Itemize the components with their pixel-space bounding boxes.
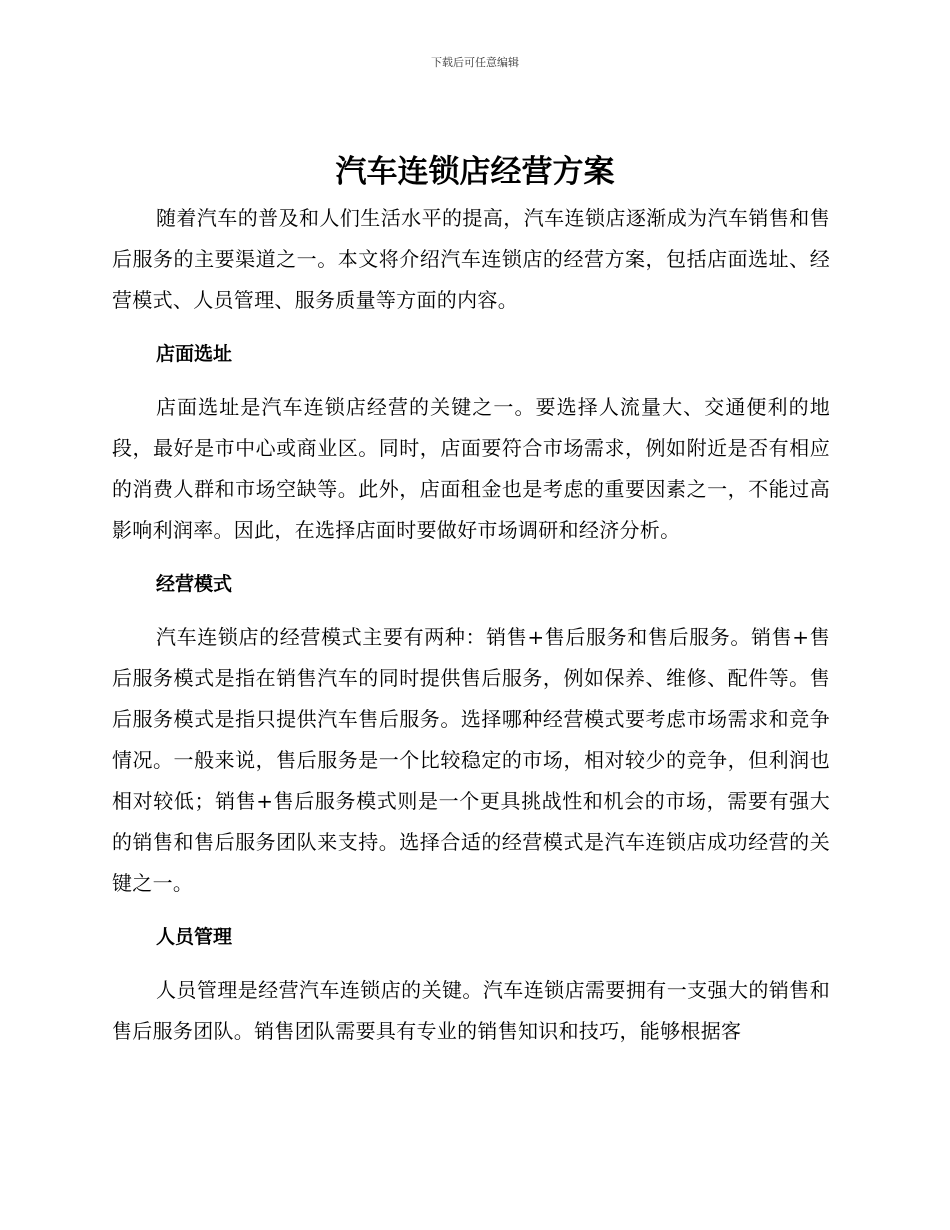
section-heading-location: 店面选址	[156, 343, 233, 365]
header-note: 下载后可任意编辑	[431, 56, 519, 69]
section-body-location: 店面选址是汽车连锁店经营的关键之一。要选择人流量大、交通便利的地段，最好是市中心或商业区。同时，店面要符合市场需求，例如附近是否有相应的消费人群和市场空缺等。此外，店面租金也是考虑的重要因素之一，不能过高影响利润率。因此，在选择店面时要做好市场调研和经济分析。	[112, 395, 830, 542]
section-heading-business-model: 经营模式	[156, 573, 233, 595]
section-body-business-model: 汽车连锁店的经营模式主要有两种：销售+售后服务和售后服务。销售+售后服务模式是指在销售汽车的同时提供售后服务，例如保养、维修、配件等。售后服务模式是指只提供汽车售后服务。选择哪种经营模式要考虑市场需求和竞争情况。一般来说，售后服务是一个比较稳定的市场，相对较少的竞争，但利润也相对较低；销售+售后服务模式则是一个更具挑战性和机会的市场，需要有强大的销售和售后服务团队来支持。选择合适的经营模式是汽车连锁店成功经营的关键之一。	[112, 625, 830, 895]
section-heading-staff-management: 人员管理	[156, 926, 233, 948]
document-title: 汽车连锁店经营方案	[335, 154, 615, 190]
section-body-staff-management: 人员管理是经营汽车连锁店的关键。汽车连锁店需要拥有一支强大的销售和售后服务团队。销售团队需要具有专业的销售知识和技巧，能够根据客	[112, 978, 830, 1043]
document-body	[112, 198, 830, 1052]
intro-paragraph: 随着汽车的普及和人们生活水平的提高，汽车连锁店逐渐成为汽车销售和售后服务的主要渠道之一。本文将介绍汽车连锁店的经营方案，包括店面选址、经营模式、人员管理、服务质量等方面的内容。	[112, 206, 830, 312]
